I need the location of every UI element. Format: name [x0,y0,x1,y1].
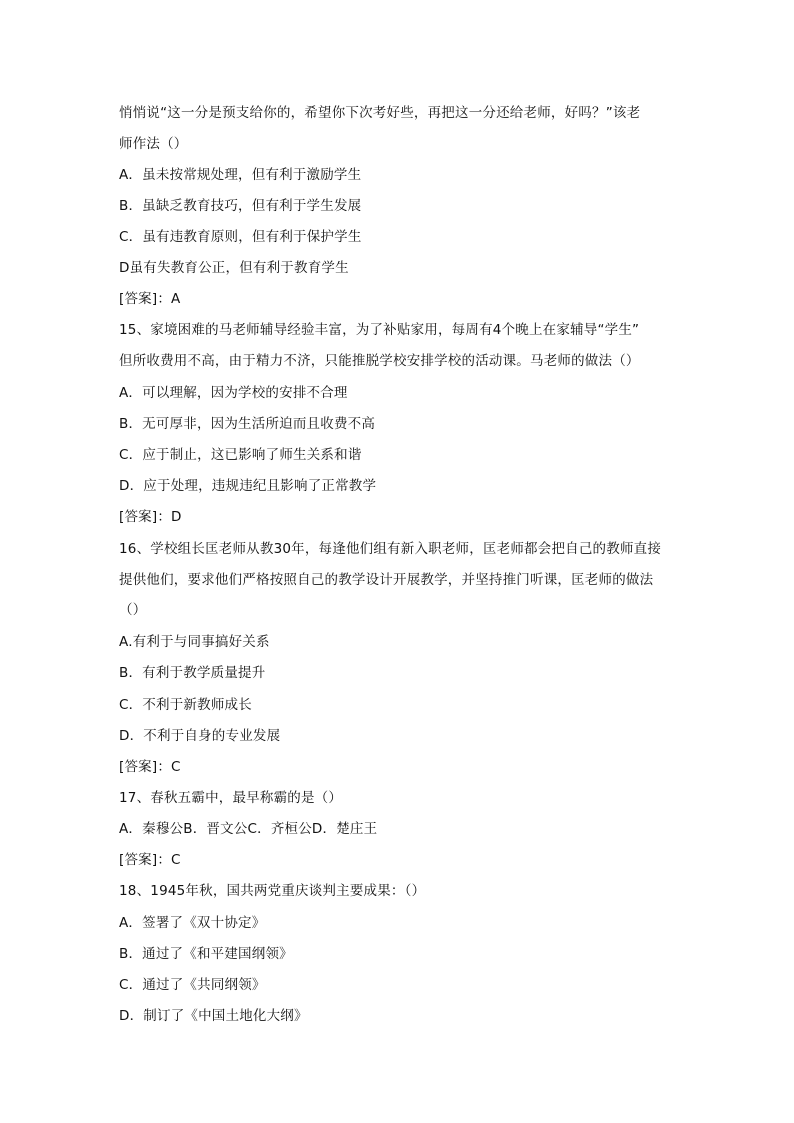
question-18: 18、1945年秋，国共两党重庆谈判主要成果：（） [119,883,426,899]
question-16: 16、学校组长匡老师从教30年，每逢他们组有新入职老师，匡老师都会把自己的教师直接 [119,541,662,557]
option-b: B．有利于教学质量提升 [119,665,266,681]
answer-line: [答案]：D [119,509,182,525]
option-b: B．虽缺乏教育技巧，但有利于学生发展 [119,198,362,214]
option-d: D．制订了《中国土地化大纲》 [119,1008,308,1024]
option-d: D．应于处理，违规违纪且影响了正常教学 [119,478,377,494]
question-17: 17、春秋五霸中，最早称霸的是（） [119,790,343,806]
option-a: A．可以理解，因为学校的安排不合理 [119,385,348,401]
text-line: 但所收费用不高，由于精力不济，只能推脱学校安排学校的活动课。马老师的做法（） [119,353,640,369]
option-a: A．虽未按常规处理，但有利于激励学生 [119,167,362,183]
option-c: C．虽有违教育原则，但有利于保护学生 [119,229,362,245]
option-d: D．不利于自身的专业发展 [119,728,281,744]
option-b: B．通过了《和平建国纲领》 [119,946,293,962]
option-d: D虽有失教育公正，但有利于教育学生 [119,260,349,276]
options-line: A．秦穆公B．晋文公C．齐桓公D．楚庄王 [119,821,378,837]
text-line: 提供他们，要求他们严格按照自己的教学设计开展教学，并坚持推门听课，匡老师的做法 [119,572,654,588]
text-line: 师作法（） [119,136,188,152]
option-c: C．应于制止，这已影响了师生关系和谐 [119,447,362,463]
option-c: C．不利于新教师成长 [119,697,252,713]
question-15: 15、家境困难的马老师辅导经验丰富，为了补贴家用，每周有4个晚上在家辅导“学生” [119,322,640,338]
option-c: C．通过了《共同纲领》 [119,977,266,993]
option-a: A.有利于与同事搞好关系 [119,634,270,650]
answer-line: [答案]：C [119,852,181,868]
text-line: （） [119,602,147,618]
text-line: 悄悄说“这一分是预支给你的，希望你下次考好些，再把这一分还给老师，好吗？”该老 [119,105,641,121]
option-a: A．签署了《双十协定》 [119,915,266,931]
option-b: B．无可厚非，因为生活所迫而且收费不高 [119,416,376,432]
answer-line: [答案]：A [119,291,181,307]
answer-line: [答案]：C [119,759,181,775]
